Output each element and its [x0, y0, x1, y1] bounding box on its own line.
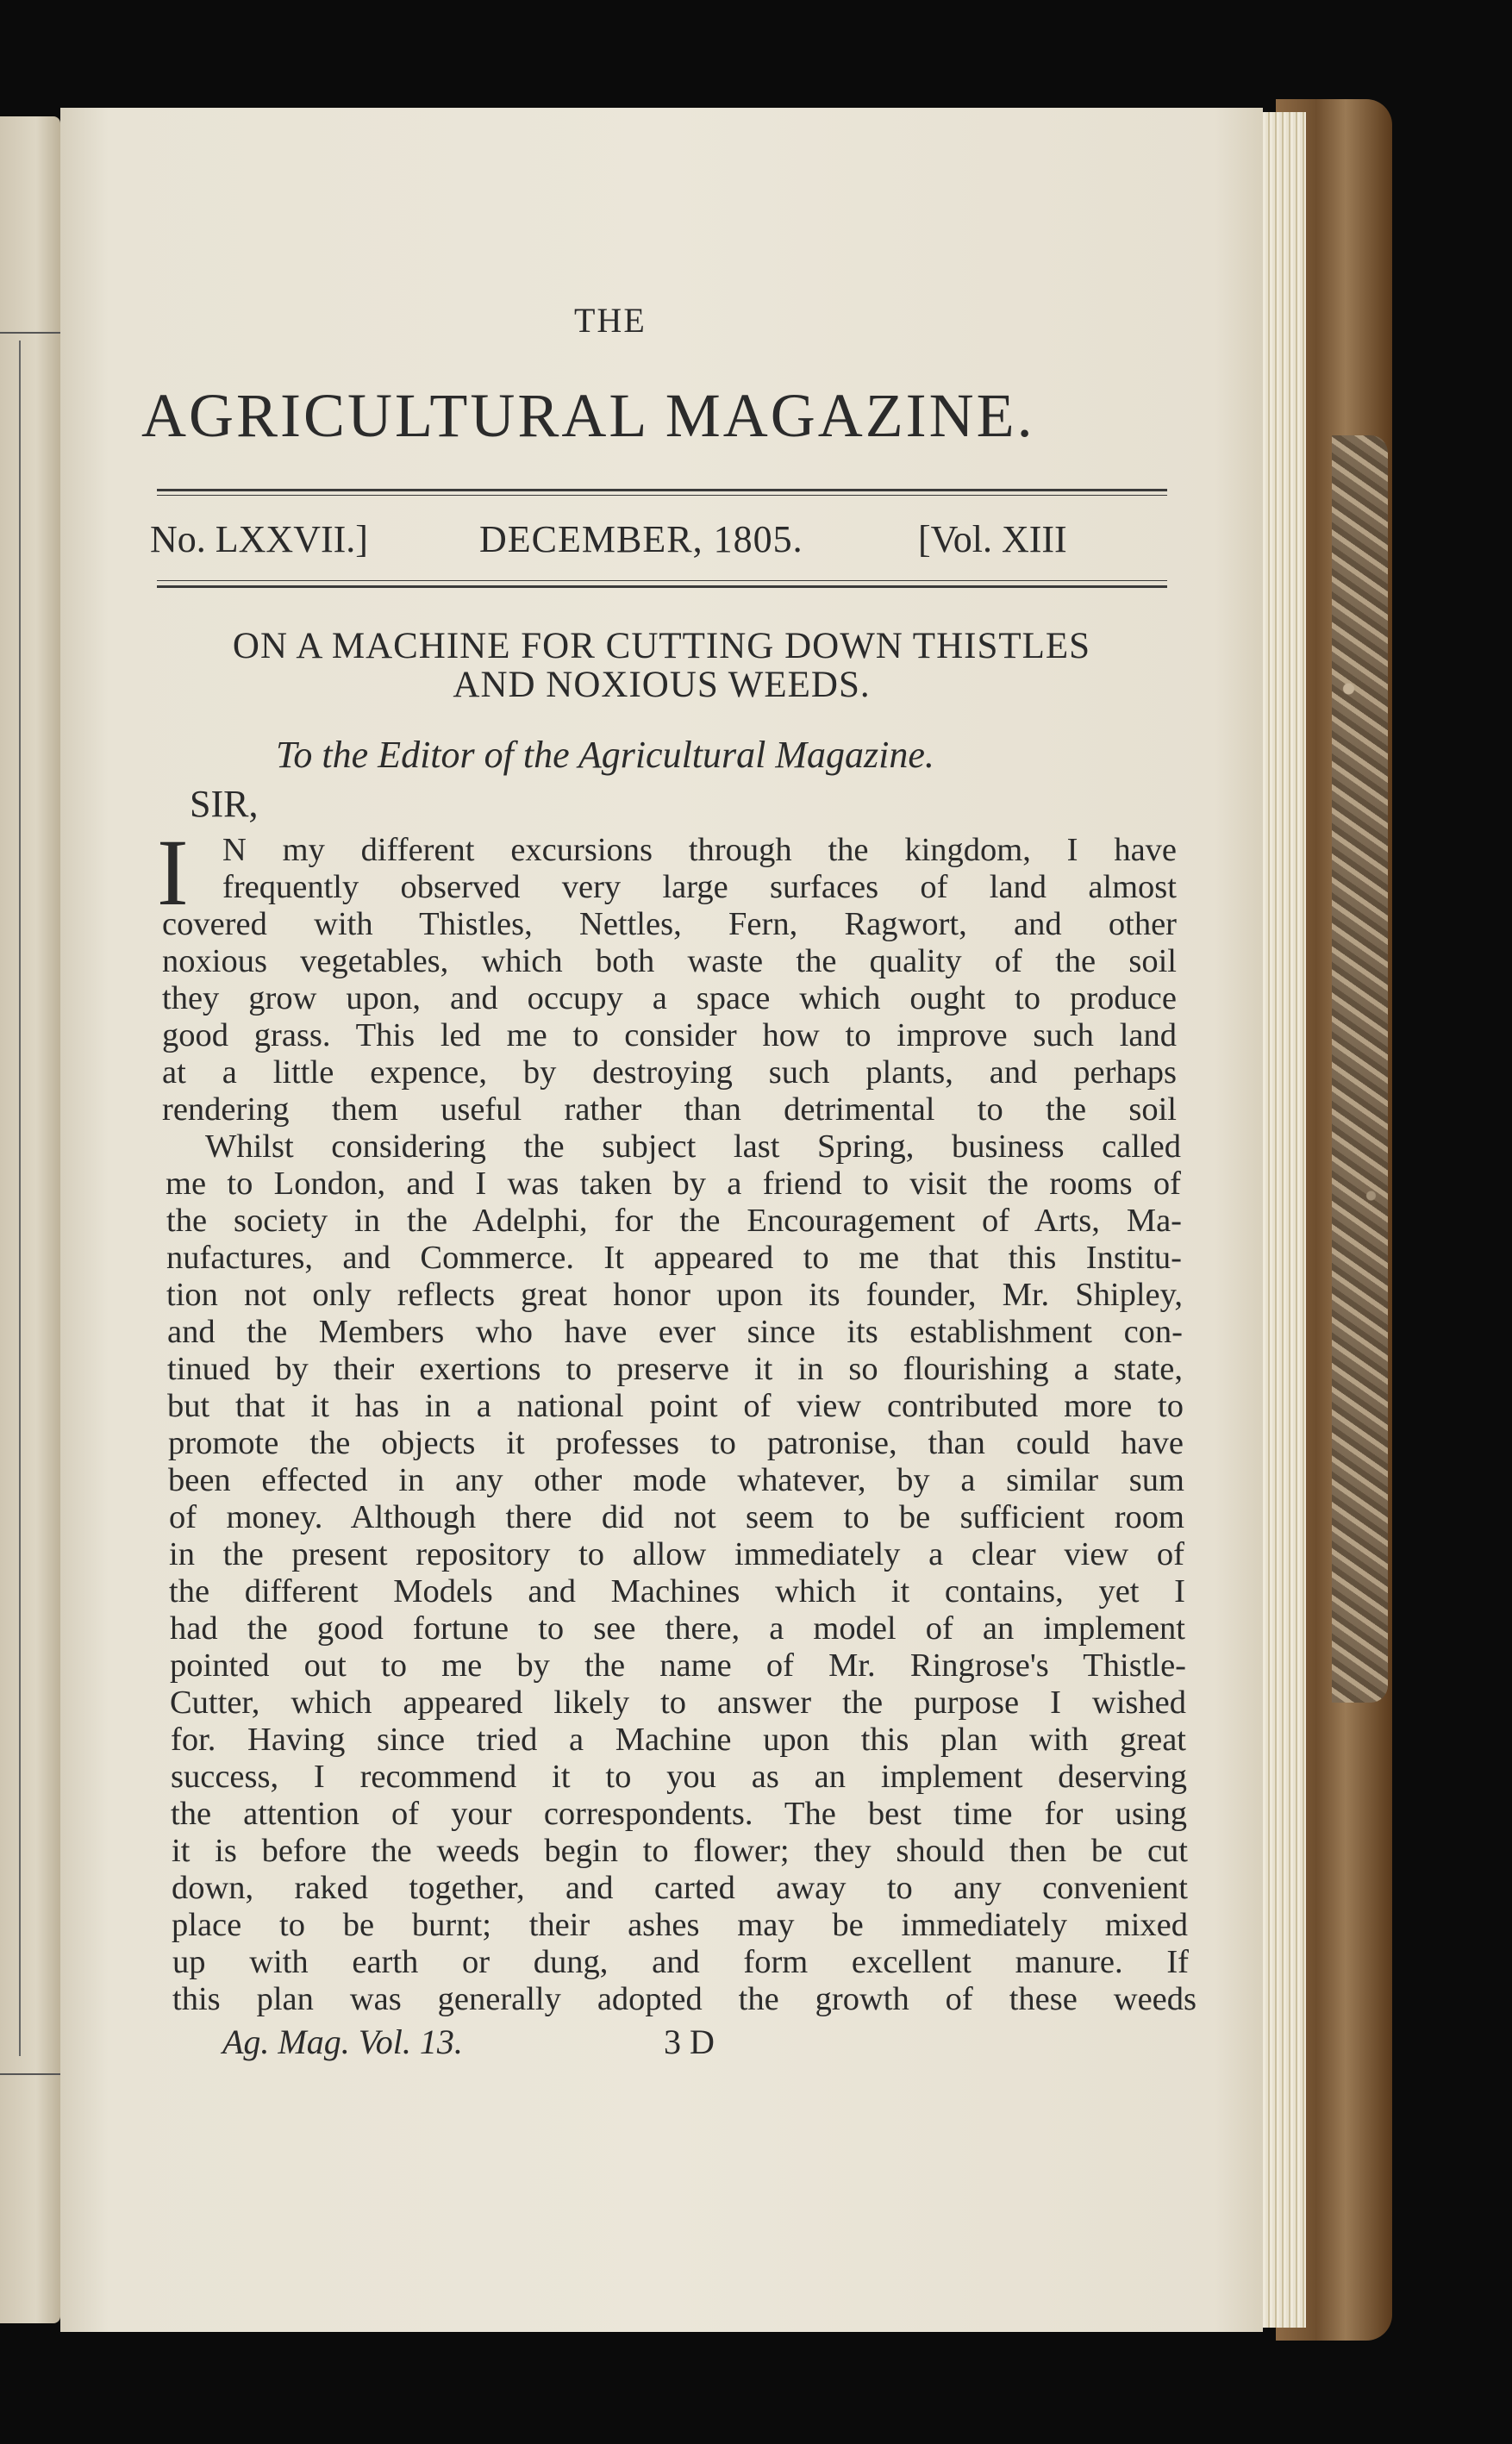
body-line: for. Having since tried a Machine upon this plan with great: [171, 1722, 1186, 1758]
page-block-edges: [1259, 112, 1306, 2328]
facing-page-margin-line: [19, 341, 21, 2056]
header-rule-top-thin: [157, 495, 1167, 496]
magazine-page: [60, 108, 1263, 2332]
header-rule-top: [157, 489, 1167, 491]
body-line: covered with Thistles, Nettles, Fern, Ragwort, and other: [162, 906, 1177, 942]
body-line: in the present repository to allow immediately a clear view of: [169, 1536, 1184, 1572]
body-line: tinued by their exertions to preserve it in so flourishing a state,: [167, 1351, 1183, 1387]
issue-date: DECEMBER, 1805.: [479, 518, 803, 560]
salutation-sir: SIR,: [190, 783, 259, 825]
marbled-board: [1332, 435, 1388, 1703]
issue-number: No. LXXVII.]: [150, 518, 368, 560]
facing-page-rule: [0, 2073, 60, 2075]
facing-page-edge: [0, 116, 60, 2323]
body-line: Whilst considering the subject last Spring, business called: [205, 1128, 1181, 1165]
salutation-recipient: To the Editor of the Agricultural Magazine.: [276, 734, 934, 776]
body-line: had the good fortune to see there, a model of an implement: [170, 1610, 1185, 1647]
footer-signature: 3 D: [664, 2022, 715, 2061]
body-line: promote the objects it professes to patronise, than could have: [168, 1425, 1184, 1461]
drop-capital: I: [157, 820, 189, 925]
body-line: up with earth or dung, and form excellent manure. If: [172, 1944, 1189, 1980]
body-line: me to London, and I was taken by a friend to visit the rooms of: [166, 1166, 1181, 1202]
body-line: been effected in any other mode whatever, by a similar sum: [168, 1462, 1184, 1498]
body-line: they grow upon, and occupy a space which ought to produce: [162, 980, 1177, 1016]
body-line: down, raked together, and carted away to any convenient: [172, 1870, 1188, 1906]
body-line: the different Models and Machines which it contains, yet I: [169, 1573, 1185, 1610]
issue-volume: [Vol. XIII: [918, 518, 1067, 560]
magazine-title: AGRICULTURAL MAGAZINE.: [141, 381, 1035, 450]
body-line: the society in the Adelphi, for the Encouragement of Arts, Ma-: [166, 1203, 1182, 1239]
body-line: at a little expence, by destroying such plants, and perhaps: [162, 1054, 1177, 1091]
article-heading-line2: AND NOXIOUS WEEDS.: [453, 665, 871, 705]
body-line: Cutter, which appeared likely to answer the purpose I wished: [170, 1685, 1186, 1721]
body-line: good grass. This led me to consider how to improve such land: [162, 1017, 1177, 1053]
magazine-the: THE: [574, 301, 647, 340]
facing-page-rule: [0, 332, 60, 334]
body-line: rendering them useful rather than detrimental to the soil: [162, 1091, 1177, 1128]
body-line: place to be burnt; their ashes may be immediately mixed: [172, 1907, 1188, 1943]
header-rule-bottom: [157, 585, 1167, 588]
body-line: N my different excursions through the kingdom, I have: [222, 832, 1177, 868]
body-line: the attention of your correspondents. The best time for using: [171, 1796, 1187, 1832]
body-line: this plan was generally adopted the growth of these weeds: [172, 1981, 1196, 2017]
body-line: success, I recommend it to you as an implement deserving: [171, 1759, 1187, 1795]
body-line: nufactures, and Commerce. It appeared to me that this Institu-: [166, 1240, 1182, 1276]
body-line: of money. Although there did not seem to be sufficient room: [169, 1499, 1184, 1535]
body-line: pointed out to me by the name of Mr. Ringrose's Thistle-: [170, 1647, 1186, 1684]
header-rule-bottom-thin: [157, 580, 1167, 581]
body-line: frequently observed very large surfaces of land almost: [222, 869, 1177, 905]
body-line: it is before the weeds begin to flower; they should then be cut: [172, 1833, 1188, 1869]
article-heading-line1: ON A MACHINE FOR CUTTING DOWN THISTLES: [232, 626, 1091, 666]
body-line: noxious vegetables, which both waste the quality of the soil: [162, 943, 1177, 979]
body-line: and the Members who have ever since its establishment con-: [167, 1314, 1183, 1350]
footer-volume: Ag. Mag. Vol. 13.: [222, 2022, 463, 2061]
body-line: tion not only reflects great honor upon its founder, Mr. Shipley,: [166, 1277, 1183, 1313]
body-line: but that it has in a national point of view contributed more to: [167, 1388, 1184, 1424]
